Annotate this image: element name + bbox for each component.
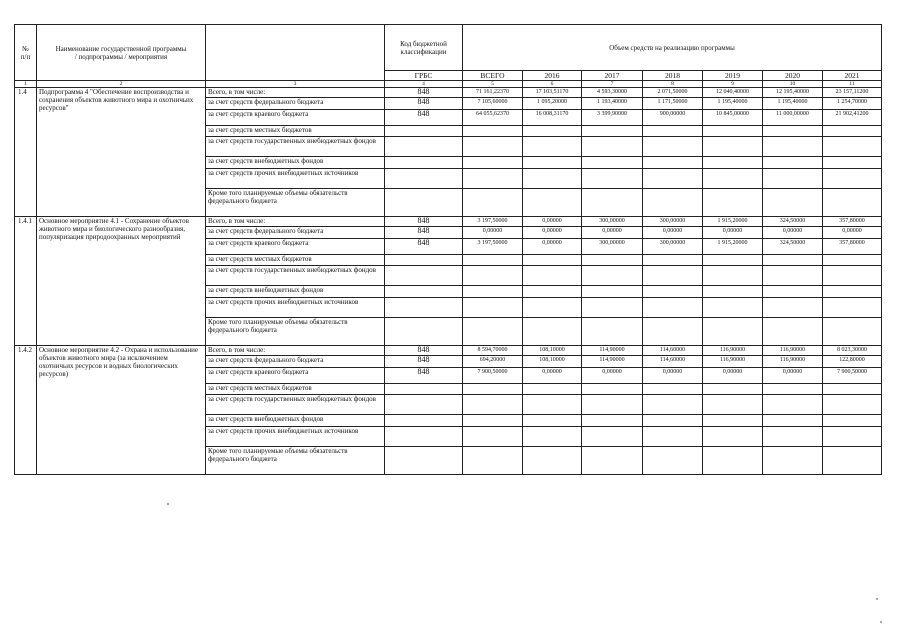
amount-cell: 300,00000 <box>643 239 703 255</box>
empty-cell <box>523 137 582 157</box>
amount-cell: 357,80000 <box>823 239 882 255</box>
empty-cell <box>823 189 882 217</box>
grbs-code: 848 <box>385 88 463 98</box>
empty-cell <box>463 169 523 189</box>
empty-cell <box>523 427 582 447</box>
amount-cell: 324,50000 <box>763 239 823 255</box>
empty-cell <box>643 169 703 189</box>
empty-cell <box>385 318 463 346</box>
empty-cell <box>582 384 643 395</box>
subheader-year: 2020 <box>763 71 823 81</box>
amount-cell: 0,00000 <box>763 368 823 384</box>
empty-cell <box>463 266 523 286</box>
empty-cell <box>703 447 763 475</box>
amount-cell: 122,80000 <box>823 356 882 368</box>
amount-cell: 1 195,40000 <box>703 98 763 110</box>
empty-cell <box>523 415 582 427</box>
subheader-year: 2018 <box>643 71 703 81</box>
grbs-code: 848 <box>385 98 463 110</box>
funding-source-label: за счет средств местных бюджетов <box>206 255 385 266</box>
amount-cell: 17 103,51170 <box>523 88 582 98</box>
program-name: Подпрограмма 4 "Обеспечение воспроизводства и сохранения объектов животного мира и охотничьих ресурсов" <box>37 88 206 217</box>
amount-cell: 114,60000 <box>643 356 703 368</box>
empty-cell <box>823 266 882 286</box>
amount-cell: 114,60000 <box>643 346 703 356</box>
empty-cell <box>703 137 763 157</box>
row-number: 1.4.2 <box>15 346 37 475</box>
amount-cell: 116,90000 <box>703 346 763 356</box>
empty-cell <box>823 169 882 189</box>
amount-cell: 1 171,50000 <box>643 98 703 110</box>
empty-cell <box>763 255 823 266</box>
empty-cell <box>823 157 882 169</box>
grbs-code: 848 <box>385 227 463 239</box>
grbs-code: 848 <box>385 356 463 368</box>
empty-cell <box>523 266 582 286</box>
funding-source-label: за счет средств краевого бюджета <box>206 368 385 384</box>
amount-cell: 1 095,20000 <box>523 98 582 110</box>
empty-cell <box>385 126 463 137</box>
column-index: 1 <box>15 81 37 88</box>
empty-cell <box>463 137 523 157</box>
empty-cell <box>763 415 823 427</box>
amount-cell: 4 593,30000 <box>582 88 643 98</box>
funding-source-label: за счет средств прочих внебюджетных источников <box>206 427 385 447</box>
column-index: 8 <box>643 81 703 88</box>
funding-source-label: Всего, в том числе: <box>206 217 385 227</box>
amount-cell: 3 197,50000 <box>463 239 523 255</box>
empty-cell <box>463 298 523 318</box>
grbs-code: 848 <box>385 346 463 356</box>
empty-cell <box>385 286 463 298</box>
program-funding-table <box>14 24 882 475</box>
table-row <box>15 88 882 98</box>
amount-cell: 108,10000 <box>523 346 582 356</box>
empty-cell <box>823 318 882 346</box>
amount-cell: 116,90000 <box>763 356 823 368</box>
empty-cell <box>385 157 463 169</box>
amount-cell: 1 915,20000 <box>703 217 763 227</box>
amount-cell: 10 845,00000 <box>703 110 763 126</box>
header-source-blank <box>206 25 385 81</box>
amount-cell: 64 055,62370 <box>463 110 523 126</box>
funding-source-label: Всего, в том числе: <box>206 346 385 356</box>
empty-cell <box>582 298 643 318</box>
subheader-year: 2021 <box>823 71 882 81</box>
empty-cell <box>385 255 463 266</box>
amount-cell: 2 071,50000 <box>643 88 703 98</box>
empty-cell <box>763 189 823 217</box>
empty-cell <box>763 384 823 395</box>
empty-cell <box>582 169 643 189</box>
empty-cell <box>643 126 703 137</box>
amount-cell: 3 399,90000 <box>582 110 643 126</box>
amount-cell: 0,00000 <box>582 227 643 239</box>
column-index: 9 <box>703 81 763 88</box>
empty-cell <box>703 169 763 189</box>
empty-cell <box>763 447 823 475</box>
empty-cell <box>823 384 882 395</box>
empty-cell <box>385 395 463 415</box>
empty-cell <box>523 169 582 189</box>
funding-source-label: за счет средств федерального бюджета <box>206 98 385 110</box>
amount-cell: 116,90000 <box>703 356 763 368</box>
empty-cell <box>463 415 523 427</box>
table-row <box>15 217 882 227</box>
empty-cell <box>763 266 823 286</box>
funding-source-label: за счет средств государственных внебюджетных фондов <box>206 137 385 157</box>
empty-cell <box>643 415 703 427</box>
empty-cell <box>823 427 882 447</box>
funding-source-label: Кроме того планируемые объемы обязательств федерального бюджета <box>206 318 385 346</box>
empty-cell <box>523 255 582 266</box>
empty-cell <box>463 255 523 266</box>
amount-cell: 71 161,22370 <box>463 88 523 98</box>
empty-cell <box>643 157 703 169</box>
empty-cell <box>703 298 763 318</box>
amount-cell: 0,00000 <box>823 227 882 239</box>
empty-cell <box>643 189 703 217</box>
budget-table-sheet <box>14 24 882 475</box>
empty-cell <box>643 427 703 447</box>
table-row <box>15 346 882 356</box>
empty-cell <box>463 157 523 169</box>
empty-cell <box>582 255 643 266</box>
amount-cell: 300,00000 <box>643 217 703 227</box>
amount-cell: 16 008,31170 <box>523 110 582 126</box>
empty-cell <box>582 318 643 346</box>
subheader-year: ВСЕГО <box>463 71 523 81</box>
empty-cell <box>703 427 763 447</box>
column-index: 6 <box>523 81 582 88</box>
empty-cell <box>582 395 643 415</box>
empty-cell <box>463 126 523 137</box>
grbs-code: 848 <box>385 368 463 384</box>
empty-cell <box>763 395 823 415</box>
amount-cell: 0,00000 <box>523 368 582 384</box>
empty-cell <box>582 447 643 475</box>
empty-cell <box>385 266 463 286</box>
amount-cell: 7 900,50000 <box>463 368 523 384</box>
empty-cell <box>703 157 763 169</box>
empty-cell <box>703 384 763 395</box>
amount-cell: 0,00000 <box>523 227 582 239</box>
amount-cell: 3 197,50000 <box>463 217 523 227</box>
amount-cell: 11 000,00000 <box>763 110 823 126</box>
empty-cell <box>582 427 643 447</box>
empty-cell <box>385 137 463 157</box>
empty-cell <box>823 255 882 266</box>
subheader-year: 2017 <box>582 71 643 81</box>
empty-cell <box>643 255 703 266</box>
empty-cell <box>763 137 823 157</box>
grbs-code: 848 <box>385 217 463 227</box>
empty-cell <box>523 286 582 298</box>
empty-cell <box>823 126 882 137</box>
header-program-volume: Объем средств на реализацию программы <box>463 25 882 71</box>
empty-cell <box>763 157 823 169</box>
amount-cell: 8 594,70000 <box>463 346 523 356</box>
amount-cell: 7 900,50000 <box>823 368 882 384</box>
empty-cell <box>643 318 703 346</box>
empty-cell <box>463 384 523 395</box>
program-name: Основное мероприятие 4.2 - Охрана и использование объектов животного мира (за исключением охотничьих ресурсов и водных биологических ресурсов) <box>37 346 206 475</box>
grbs-code: 848 <box>385 239 463 255</box>
empty-cell <box>523 384 582 395</box>
amount-cell: 694,20000 <box>463 356 523 368</box>
empty-cell <box>703 189 763 217</box>
column-index: 10 <box>763 81 823 88</box>
empty-cell <box>582 286 643 298</box>
empty-cell <box>643 395 703 415</box>
amount-cell: 12 195,40000 <box>763 88 823 98</box>
empty-cell <box>703 286 763 298</box>
funding-source-label: Кроме того планируемые объемы обязательств федерального бюджета <box>206 189 385 217</box>
empty-cell <box>823 286 882 298</box>
amount-cell: 0,00000 <box>643 227 703 239</box>
empty-cell <box>763 286 823 298</box>
funding-source-label: за счет средств внебюджетных фондов <box>206 286 385 298</box>
amount-cell: 0,00000 <box>523 217 582 227</box>
empty-cell <box>385 298 463 318</box>
empty-cell <box>463 189 523 217</box>
empty-cell <box>703 395 763 415</box>
amount-cell: 1 193,40000 <box>582 98 643 110</box>
subheader-year: 2016 <box>523 71 582 81</box>
funding-source-label: за счет средств прочих внебюджетных источников <box>206 169 385 189</box>
empty-cell <box>703 255 763 266</box>
empty-cell <box>582 126 643 137</box>
empty-cell <box>703 126 763 137</box>
empty-cell <box>523 189 582 217</box>
column-index-row <box>15 81 882 88</box>
empty-cell <box>582 157 643 169</box>
column-index: 5 <box>463 81 523 88</box>
empty-cell <box>763 126 823 137</box>
empty-cell <box>523 157 582 169</box>
amount-cell: 1 254,70000 <box>823 98 882 110</box>
funding-source-label: Кроме того планируемые объемы обязательств федерального бюджета <box>206 447 385 475</box>
empty-cell <box>385 447 463 475</box>
amount-cell: 0,00000 <box>703 227 763 239</box>
amount-cell: 8 023,30000 <box>823 346 882 356</box>
amount-cell: 116,90000 <box>763 346 823 356</box>
subheader-year: 2019 <box>703 71 763 81</box>
scan-speck <box>880 621 882 623</box>
amount-cell: 0,00000 <box>703 368 763 384</box>
empty-cell <box>523 318 582 346</box>
column-index: 3 <box>206 81 385 88</box>
scan-speck <box>876 598 878 600</box>
empty-cell <box>582 415 643 427</box>
empty-cell <box>385 169 463 189</box>
empty-cell <box>523 126 582 137</box>
column-index: 2 <box>37 81 206 88</box>
empty-cell <box>823 415 882 427</box>
empty-cell <box>385 415 463 427</box>
empty-cell <box>582 137 643 157</box>
empty-cell <box>582 189 643 217</box>
subheader-grbs: ГРБС <box>385 71 463 81</box>
amount-cell: 0,00000 <box>582 368 643 384</box>
amount-cell: 114,90000 <box>582 346 643 356</box>
empty-cell <box>643 137 703 157</box>
funding-source-label: за счет средств прочих внебюджетных источников <box>206 298 385 318</box>
empty-cell <box>703 318 763 346</box>
amount-cell: 1 195,40000 <box>763 98 823 110</box>
empty-cell <box>823 447 882 475</box>
funding-source-label: за счет средств местных бюджетов <box>206 126 385 137</box>
empty-cell <box>385 427 463 447</box>
empty-cell <box>643 447 703 475</box>
empty-cell <box>463 286 523 298</box>
funding-source-label: за счет средств внебюджетных фондов <box>206 415 385 427</box>
empty-cell <box>703 415 763 427</box>
amount-cell: 0,00000 <box>763 227 823 239</box>
empty-cell <box>763 169 823 189</box>
empty-cell <box>463 427 523 447</box>
amount-cell: 0,00000 <box>463 227 523 239</box>
row-number: 1.4.1 <box>15 217 37 346</box>
amount-cell: 900,00000 <box>643 110 703 126</box>
funding-source-label: за счет средств государственных внебюджетных фондов <box>206 266 385 286</box>
amount-cell: 12 040,40000 <box>703 88 763 98</box>
amount-cell: 0,00000 <box>523 239 582 255</box>
empty-cell <box>763 427 823 447</box>
empty-cell <box>823 298 882 318</box>
empty-cell <box>463 318 523 346</box>
amount-cell: 300,00000 <box>582 239 643 255</box>
empty-cell <box>385 189 463 217</box>
empty-cell <box>643 298 703 318</box>
empty-cell <box>523 298 582 318</box>
funding-source-label: за счет средств местных бюджетов <box>206 384 385 395</box>
empty-cell <box>823 395 882 415</box>
empty-cell <box>582 266 643 286</box>
funding-source-label: за счет средств краевого бюджета <box>206 110 385 126</box>
header-budget-code: Код бюджетной классификации <box>385 25 463 71</box>
empty-cell <box>643 384 703 395</box>
empty-cell <box>385 384 463 395</box>
empty-cell <box>763 318 823 346</box>
amount-cell: 300,00000 <box>582 217 643 227</box>
funding-source-label: за счет средств государственных внебюджетных фондов <box>206 395 385 415</box>
amount-cell: 324,50000 <box>763 217 823 227</box>
amount-cell: 21 902,41200 <box>823 110 882 126</box>
empty-cell <box>823 137 882 157</box>
scan-speck <box>167 503 169 505</box>
grbs-code: 848 <box>385 110 463 126</box>
row-number: 1.4 <box>15 88 37 217</box>
funding-source-label: за счет средств внебюджетных фондов <box>206 157 385 169</box>
empty-cell <box>763 298 823 318</box>
amount-cell: 0,00000 <box>643 368 703 384</box>
empty-cell <box>703 266 763 286</box>
empty-cell <box>523 395 582 415</box>
empty-cell <box>463 395 523 415</box>
empty-cell <box>643 266 703 286</box>
program-name: Основное мероприятие 4.1 - Сохранение объектов животного мира и биологического разнообразия, популяризация природоохранных мероприятий <box>37 217 206 346</box>
header-name: Наименование государственной программы / подпрограммы / мероприятия <box>37 25 206 81</box>
amount-cell: 23 157,11200 <box>823 88 882 98</box>
amount-cell: 1 915,20000 <box>703 239 763 255</box>
column-index: 4 <box>385 81 463 88</box>
funding-source-label: за счет средств краевого бюджета <box>206 239 385 255</box>
amount-cell: 108,10000 <box>523 356 582 368</box>
empty-cell <box>463 447 523 475</box>
funding-source-label: за счет средств федерального бюджета <box>206 227 385 239</box>
empty-cell <box>643 286 703 298</box>
amount-cell: 7 105,60000 <box>463 98 523 110</box>
header-number: № п/п <box>15 25 37 81</box>
column-index: 7 <box>582 81 643 88</box>
funding-source-label: за счет средств федерального бюджета <box>206 356 385 368</box>
empty-cell <box>523 447 582 475</box>
funding-source-label: Всего, в том числе: <box>206 88 385 98</box>
amount-cell: 114,90000 <box>582 356 643 368</box>
column-index: 11 <box>823 81 882 88</box>
amount-cell: 357,80000 <box>823 217 882 227</box>
